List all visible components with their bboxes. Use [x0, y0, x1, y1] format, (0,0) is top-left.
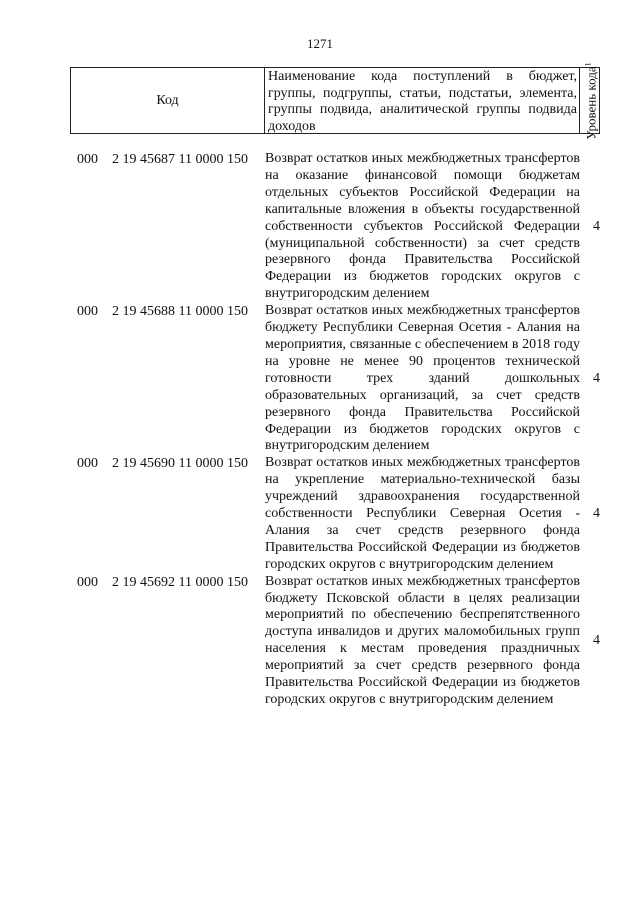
budget-code: 2 19 45688 11 0000 150 — [112, 304, 248, 320]
header-code: Код — [71, 68, 265, 133]
table-row — [0, 151, 640, 303]
table-body — [0, 151, 640, 709]
admin-code: 000 — [77, 456, 98, 472]
table-row — [0, 574, 640, 709]
code-level: 4 — [593, 506, 600, 522]
code-level: 4 — [593, 219, 600, 235]
budget-code: 2 19 45692 11 0000 150 — [112, 574, 248, 590]
income-name: Возврат остатков иных межбюджетных трансфертов бюджету Псковской области в целях реализации мероприятий по обеспечению беспрепятственного доступа инвалидов и других маломобильных групп населения к местам проведения праздничных мероприятий за счет средств резервного фонда Правительства Российской Федерации из бюджетов городских округов с внутригородским делением — [265, 573, 580, 707]
table-row — [0, 303, 640, 455]
budget-code: 2 19 45690 11 0000 150 — [112, 456, 248, 472]
code-level: 4 — [593, 371, 600, 387]
code-level: 4 — [593, 633, 600, 649]
footnote-marker: 1 — [582, 61, 592, 66]
income-name: Возврат остатков иных межбюджетных трансфертов на оказание финансовой помощи бюджетам отдельных субъектов Российской Федерации на капитальные вложения в объекты государственной собственности субъектов Российской Федерации (муниципальной собственности) за счет средств резервного фонда Правительства Российской Федерации из бюджетов городских округов с внутригородским делением — [265, 151, 580, 302]
admin-code: 000 — [77, 574, 98, 590]
income-name: Возврат остатков иных межбюджетных трансфертов бюджету Республики Северная Осетия - Алания на мероприятия, связанные с обеспечением в 2018 году на уровне не менее 90 процентов технической готовности трех зданий дошкольных образовательных организаций, за счет средств резервного фонда Правительства Российской Федерации из бюджетов городских округов с внутригородским делением — [265, 303, 580, 454]
admin-code: 000 — [77, 152, 98, 167]
page-number: 1271 — [307, 36, 333, 51]
header-level — [580, 61, 599, 140]
header-level-label — [582, 62, 597, 139]
admin-code: 000 — [77, 304, 98, 320]
income-name: Возврат остатков иных межбюджетных трансфертов на укрепление материально-технической базы учреждений здравоохранения государственной собственности Республики Северная Осетия - Алания за счет средств резервного фонда Правительства Российской Федерации из бюджетов городских округов с внутригородским делением — [265, 455, 580, 572]
budget-code: 2 19 45687 11 0000 150 — [112, 152, 248, 167]
header-name: Наименование кода поступлений в бюджет, группы, подгруппы, статьи, подстатьи, элемента, группы подвида, аналитической группы подвида доходов — [265, 68, 580, 133]
header-level-text: Уровень кода — [583, 65, 599, 140]
table-row — [0, 455, 640, 573]
table-header — [70, 61, 600, 140]
